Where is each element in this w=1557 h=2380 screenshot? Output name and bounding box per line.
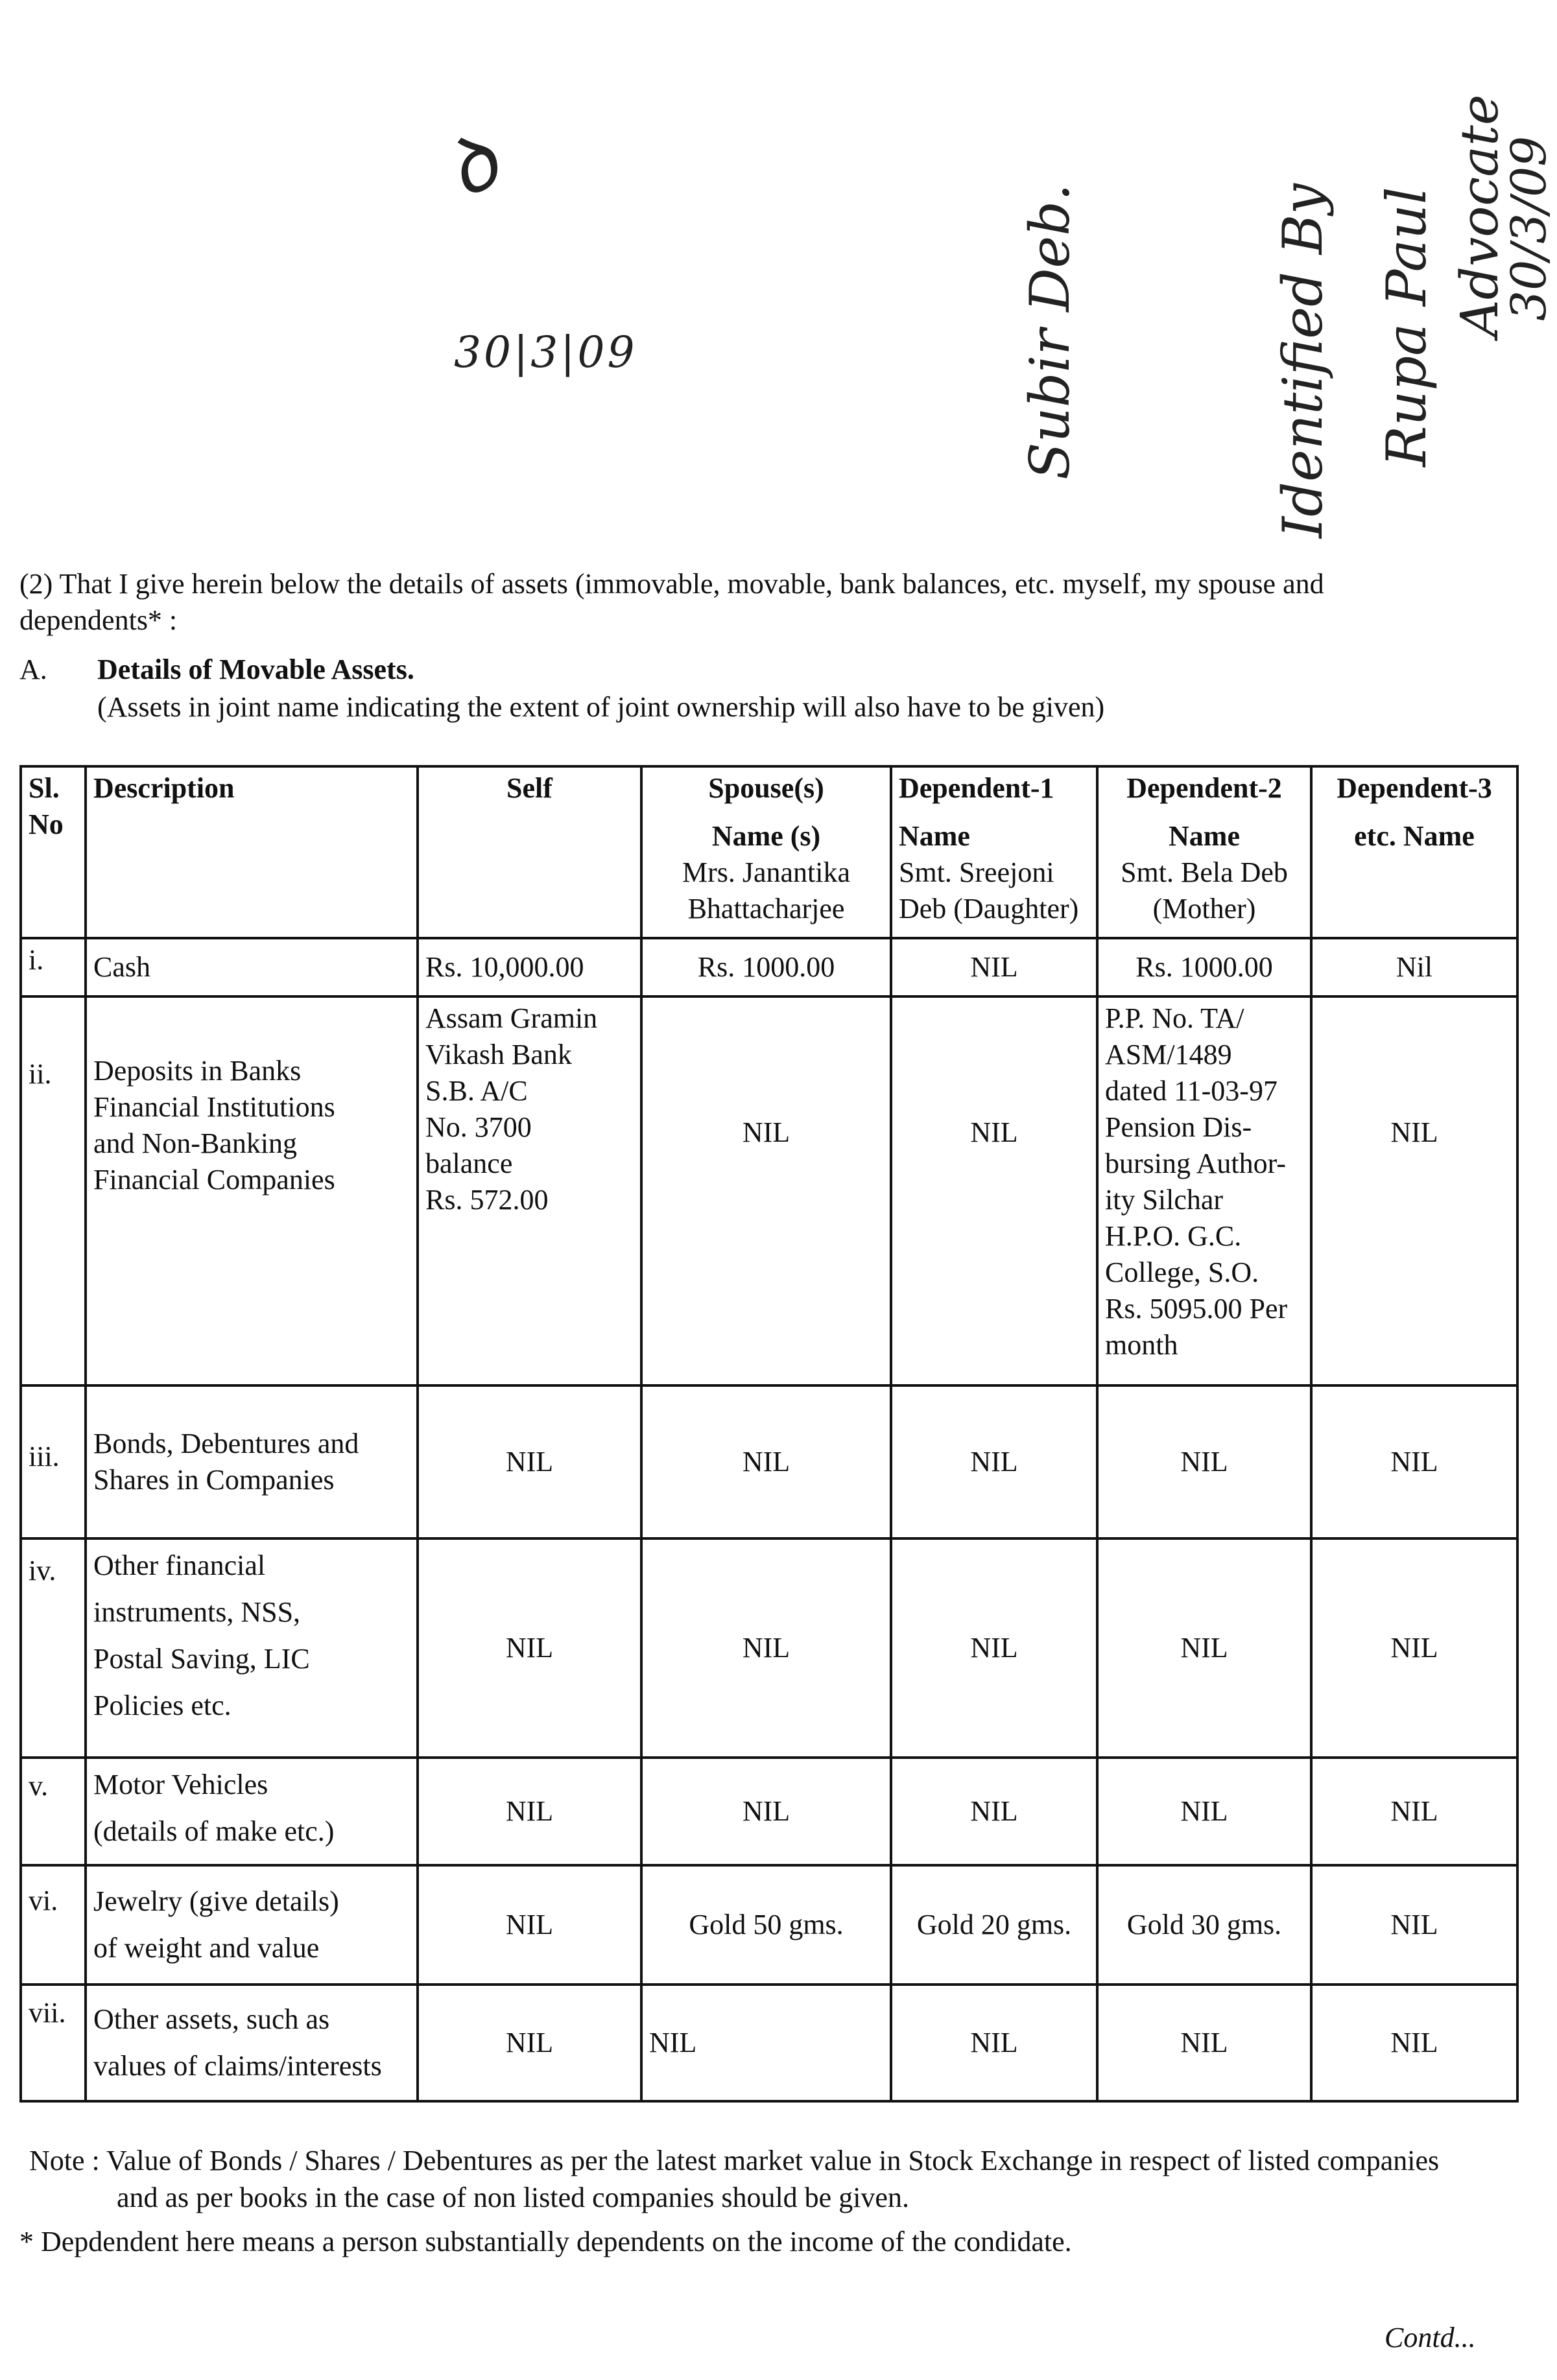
row-sl: ii. [21,996,86,1385]
section-letter: A. [19,654,47,685]
header-description: Description [86,766,418,938]
row-spouse: NIL [641,1538,891,1758]
row-dependent-3: NIL [1311,996,1517,1385]
row-description: Other assets, such as values of claims/interests [86,1985,418,2101]
row-sl: v. [21,1758,86,1865]
table-row [21,996,1517,1385]
handwritten-date-right: 30/3/09 [1501,135,1557,321]
row-dependent-1: NIL [891,1758,1097,1865]
handwritten-identified-by: Identified By [1271,183,1335,538]
row-dependent-2: NIL [1097,1985,1311,2101]
handwritten-identifier-name: Rupa Paul [1375,187,1438,467]
row-self: NIL [418,1758,641,1865]
row-spouse: Gold 50 gms. [641,1865,891,1985]
row-description: Bonds, Debentures and Shares in Companies [86,1385,418,1538]
continued-label: Contd... [1385,2322,1476,2353]
row-dependent-1: NIL [891,938,1097,996]
note-line-1: Note : Value of Bonds / Shares / Debentures as per the latest market value in Stock Exchange in respect of listed companies [29,2145,1440,2176]
row-dependent-3: Nil [1311,938,1517,996]
row-self: NIL [418,1985,641,2101]
row-spouse: NIL [641,1758,891,1865]
row-dependent-1: NIL [891,1385,1097,1538]
intro-line-2: dependents* : [19,604,178,636]
row-sl: vi. [21,1865,86,1985]
header-dependent-2: Dependent-2 Name Smt. Bela Deb (Mother) [1097,766,1311,938]
row-dependent-1: Gold 20 gms. [891,1865,1097,1985]
table-row [21,1758,1517,1865]
row-dependent-2: Gold 30 gms. [1097,1865,1311,1985]
row-self: NIL [418,1385,641,1538]
handwritten-designation: Advocate [1449,94,1510,337]
row-description: Other financial instruments, NSS, Postal Saving, LIC Policies etc. [86,1538,418,1758]
row-dependent-1: NIL [891,996,1097,1385]
row-dependent-2: P.P. No. TA/ ASM/1489 dated 11-03-97 Pension Dis- bursing Author- ity Silchar H.P.O. G.C. College, S.O. Rs. 5095.00 Per month [1097,996,1311,1385]
row-sl: i. [21,938,86,996]
table-row [21,938,1517,996]
row-dependent-2: NIL [1097,1758,1311,1865]
row-dependent-1: NIL [891,1538,1097,1758]
row-description: Cash [86,938,418,996]
table-row [21,1385,1517,1538]
table-row [21,1985,1517,2101]
header-spouse: Spouse(s) Name (s) Mrs. Janantika Bhattacharjee [641,766,891,938]
note-line-3: * Depdendent here means a person substantially dependents on the income of the condidate. [19,2226,1072,2257]
header-dependent-1: Dependent-1 Name Smt. Sreejoni Deb (Daughter) [891,766,1097,938]
row-spouse: NIL [641,1385,891,1538]
table-row [21,1538,1517,1758]
row-self: NIL [418,1865,641,1985]
row-description: Jewelry (give details) of weight and value [86,1865,418,1985]
row-sl: iii. [21,1385,86,1538]
row-dependent-2: NIL [1097,1538,1311,1758]
row-dependent-3: NIL [1311,1865,1517,1985]
handwritten-signature: Subir Deb. [1018,183,1082,480]
row-description: Motor Vehicles (details of make etc.) [86,1758,418,1865]
row-dependent-2: NIL [1097,1385,1311,1538]
row-dependent-2: Rs. 1000.00 [1097,938,1311,996]
table-header-row [21,766,1517,938]
header-self: Self [418,766,641,938]
row-self: Assam Gramin Vikash Bank S.B. A/C No. 3700 balance Rs. 572.00 [418,996,641,1385]
row-spouse: NIL [641,996,891,1385]
row-self: NIL [418,1538,641,1758]
row-dependent-3: NIL [1311,1538,1517,1758]
row-self: Rs. 10,000.00 [418,938,641,996]
row-dependent-3: NIL [1311,1385,1517,1538]
row-description: Deposits in Banks Financial Institutions and Non-Banking Financial Companies [86,996,418,1385]
section-subtitle: (Assets in joint name indicating the extent of joint ownership will also have to be given) [97,691,1105,723]
row-dependent-3: NIL [1311,1758,1517,1865]
row-sl: vii. [21,1985,86,2101]
header-dependent-3: Dependent-3 etc. Name [1311,766,1517,938]
header-sl-no: Sl. No [21,766,86,938]
row-spouse: Rs. 1000.00 [641,938,891,996]
row-spouse: NIL [641,1985,891,2101]
intro-line-1: (2) That I give herein below the details of assets (immovable, movable, bank balances, etc. myself, my spouse and [19,568,1324,600]
handwritten-date: 30|3|09 [454,327,637,377]
row-sl: iv. [21,1538,86,1758]
row-dependent-1: NIL [891,1985,1097,2101]
note-line-2: and as per books in the case of non listed companies should be given. [117,2182,909,2213]
movable-assets-table [19,765,1519,2103]
table-row [21,1865,1517,1985]
handwritten-initial: ꝺ [432,115,513,217]
row-dependent-3: NIL [1311,1985,1517,2101]
section-title: Details of Movable Assets. [97,654,414,685]
